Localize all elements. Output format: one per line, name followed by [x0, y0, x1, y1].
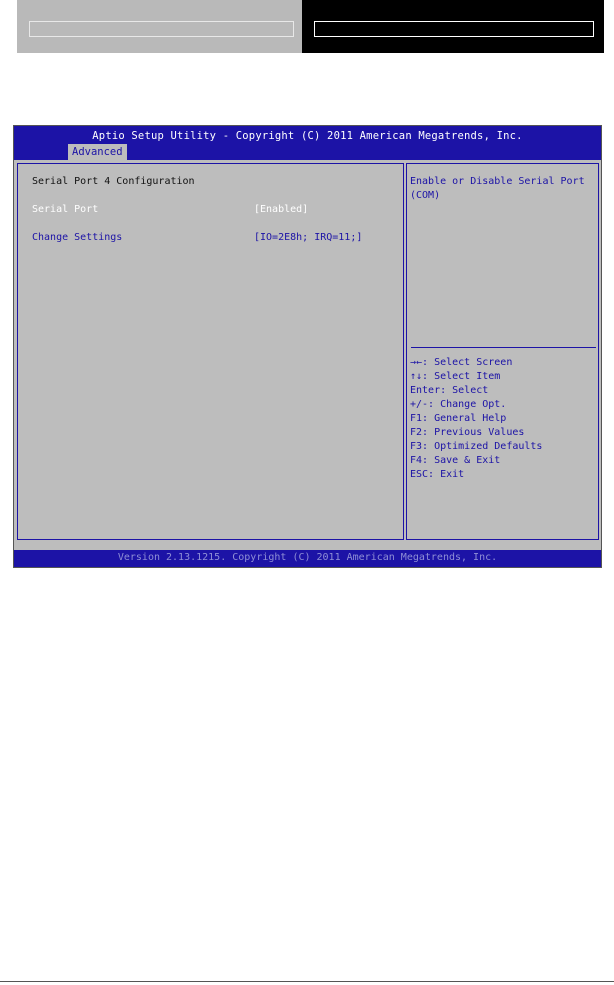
- header-band-right: [302, 0, 604, 53]
- document-header-band: [17, 0, 604, 53]
- key-help-esc-exit: ESC: Exit: [410, 469, 465, 480]
- help-text-line-1: Enable or Disable Serial Port: [410, 176, 585, 187]
- key-help-previous-values: F2: Previous Values: [410, 427, 525, 438]
- key-help-select-screen: →←: Select Screen: [410, 357, 513, 368]
- help-panel: [406, 163, 599, 540]
- bios-title: Aptio Setup Utility - Copyright (C) 2011 American Megatrends, Inc.: [92, 130, 523, 142]
- bios-version-text: Version 2.13.1215. Copyright (C) 2011 American Megatrends, Inc.: [117, 552, 498, 563]
- bios-status-bar: [14, 550, 601, 567]
- setting-change-settings-value[interactable]: [IO=2E8h; IRQ=11;]: [254, 232, 363, 243]
- key-help-select-item: ↑↓: Select Item: [410, 371, 501, 382]
- key-help-change-opt: +/-: Change Opt.: [410, 399, 507, 410]
- bios-setup-screen: [13, 125, 602, 568]
- header-band-right-rule: [314, 21, 594, 37]
- key-help-optimized-defaults: F3: Optimized Defaults: [410, 441, 543, 452]
- help-text-line-2: (COM): [410, 190, 441, 201]
- tab-advanced[interactable]: Advanced: [68, 144, 127, 160]
- settings-panel: [17, 163, 404, 540]
- bios-title-bar: [14, 126, 601, 160]
- key-help-enter: Enter: Select: [410, 385, 489, 396]
- header-band-left: [17, 0, 302, 53]
- page-footer-rule: [0, 981, 614, 982]
- help-divider: [411, 347, 596, 348]
- setting-change-settings-label[interactable]: Change Settings: [32, 232, 123, 243]
- setting-serial-port-value[interactable]: [Enabled]: [254, 204, 309, 215]
- key-help-save-exit: F4: Save & Exit: [410, 455, 501, 466]
- setting-serial-port-label[interactable]: Serial Port: [32, 204, 99, 215]
- key-help-general-help: F1: General Help: [410, 413, 507, 424]
- header-band-left-rule: [29, 21, 294, 37]
- page-heading: Serial Port 4 Configuration: [32, 176, 195, 187]
